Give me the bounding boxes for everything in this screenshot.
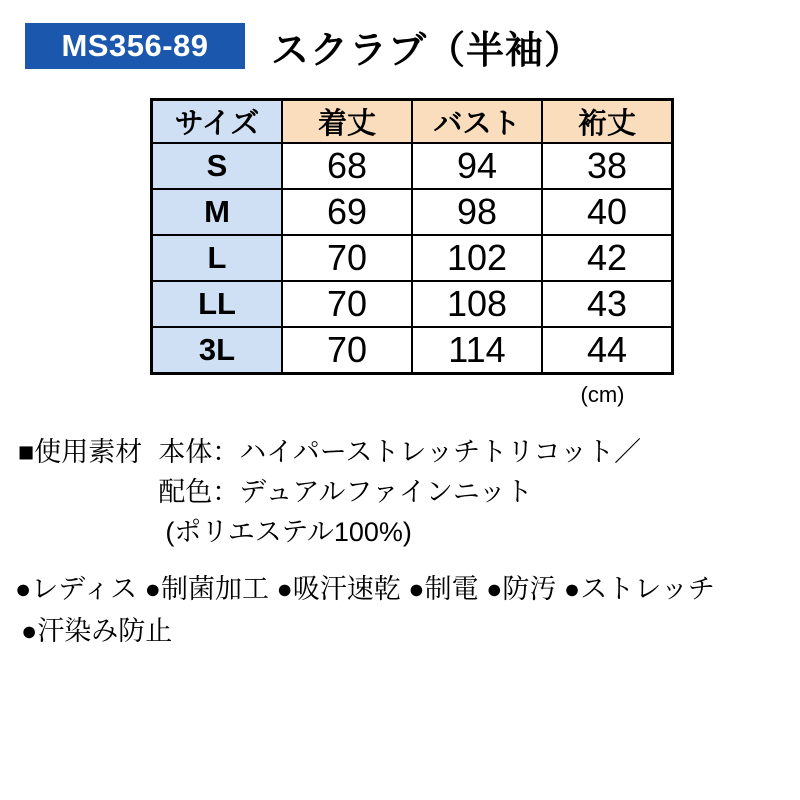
size-label: M bbox=[152, 189, 283, 235]
size-label: LL bbox=[152, 281, 283, 327]
cell-sleeve: 43 bbox=[542, 281, 673, 327]
cell-sleeve: 38 bbox=[542, 143, 673, 189]
cell-sleeve: 44 bbox=[542, 327, 673, 373]
materials-heading: ■使用素材 bbox=[18, 437, 143, 467]
unit-note: (cm) bbox=[580, 382, 625, 407]
cell-body-length: 70 bbox=[282, 327, 412, 373]
table-row-3l bbox=[152, 327, 673, 373]
cell-bust: 98 bbox=[412, 189, 542, 235]
cell-bust: 94 bbox=[412, 143, 542, 189]
materials-line-main: 本体：ハイパーストレッチトリコット／ bbox=[158, 437, 642, 467]
materials-line-composition: (ポリエステル100%) bbox=[165, 517, 412, 547]
cell-body-length: 68 bbox=[282, 143, 412, 189]
cell-sleeve: 42 bbox=[542, 235, 673, 281]
materials-section bbox=[18, 432, 641, 552]
size-label: S bbox=[152, 143, 283, 189]
materials-body bbox=[158, 432, 641, 552]
size-label: L bbox=[152, 235, 283, 281]
features-line-1: ●レディス ●制菌加工 ●吸汗速乾 ●制電 ●防汚 ●ストレッチ bbox=[15, 574, 715, 604]
size-label: 3L bbox=[152, 327, 283, 373]
cell-sleeve: 40 bbox=[542, 189, 673, 235]
cell-body-length: 70 bbox=[282, 281, 412, 327]
size-table-header-row bbox=[152, 100, 673, 144]
header bbox=[25, 23, 584, 72]
column-header-sleeve-length: 裄丈 bbox=[542, 100, 673, 144]
table-row-l bbox=[152, 235, 673, 281]
product-title: スクラブ（半袖） bbox=[271, 29, 584, 72]
table-row-s bbox=[152, 143, 673, 189]
column-header-size: サイズ bbox=[152, 100, 283, 144]
materials-line-accent: 配色：デュアルファインニット bbox=[158, 477, 533, 507]
cell-bust: 108 bbox=[412, 281, 542, 327]
features-section bbox=[15, 568, 715, 652]
cell-body-length: 70 bbox=[282, 235, 412, 281]
column-header-bust: バスト bbox=[412, 100, 542, 144]
cell-bust: 114 bbox=[412, 327, 542, 373]
cell-body-length: 69 bbox=[282, 189, 412, 235]
table-row-m bbox=[152, 189, 673, 235]
size-table bbox=[150, 98, 674, 375]
cell-bust: 102 bbox=[412, 235, 542, 281]
features-line-2: ●汗染み防止 bbox=[21, 616, 173, 646]
column-header-body-length: 着丈 bbox=[282, 100, 412, 144]
product-code-badge: MS356-89 bbox=[25, 23, 245, 69]
table-row-ll bbox=[152, 281, 673, 327]
